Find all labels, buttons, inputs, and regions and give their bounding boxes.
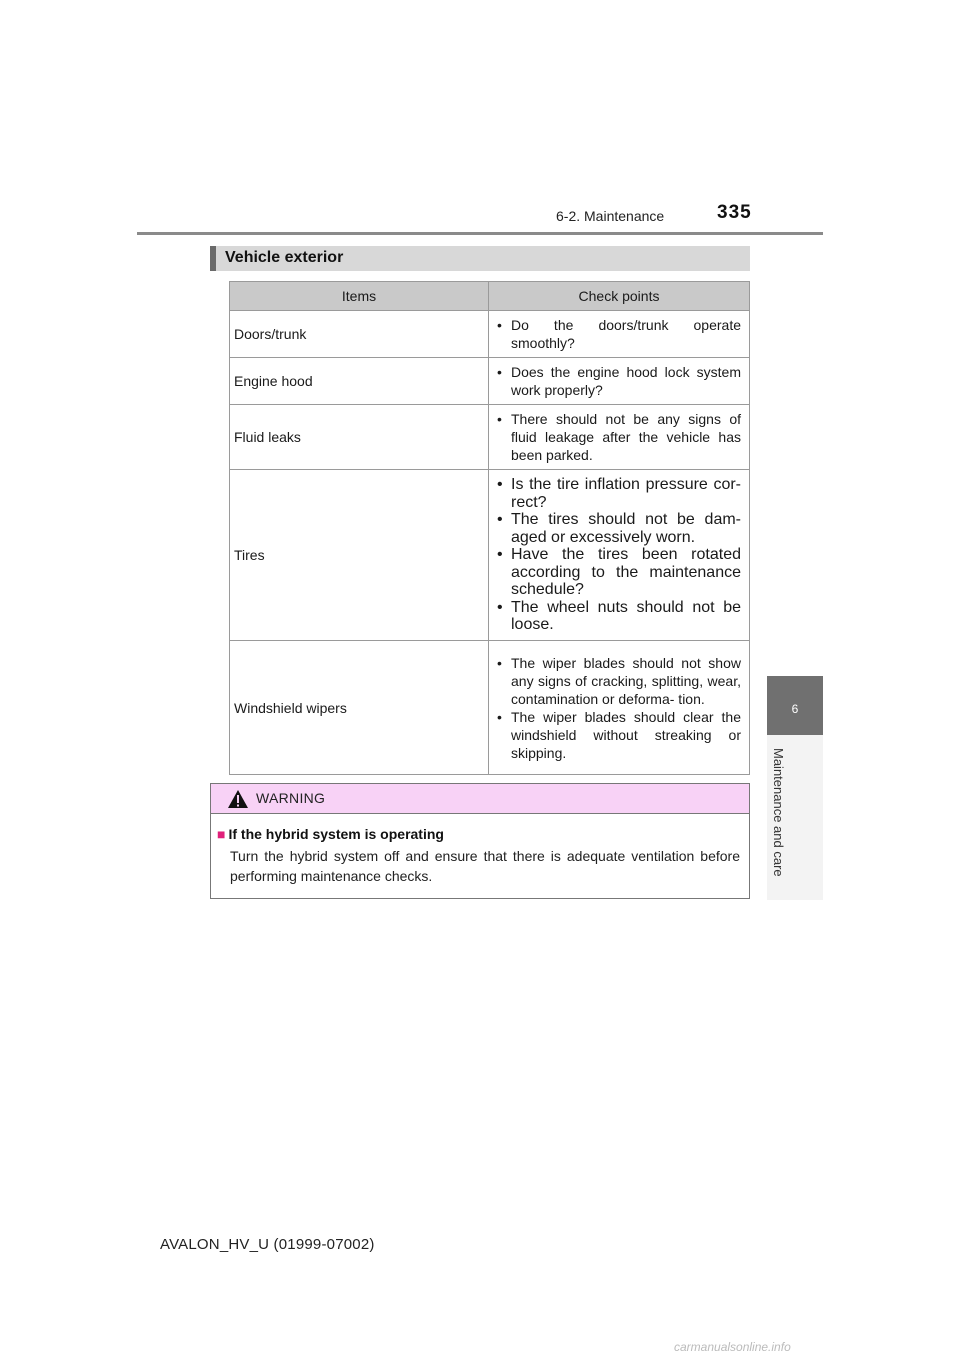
warning-header xyxy=(211,784,749,814)
check-cell xyxy=(489,311,750,358)
check-point: • Is the tire inflation pressure cor- rect? xyxy=(495,476,741,511)
check-point: • The wiper blades should clear the windshield without streaking or skipping. xyxy=(495,708,741,762)
item-cell: Tires xyxy=(230,470,489,641)
header-section-title: 6-2. Maintenance xyxy=(556,208,665,224)
table-row xyxy=(230,405,750,470)
item-cell: Fluid leaks xyxy=(230,405,489,470)
item-cell: Doors/trunk xyxy=(230,311,489,358)
watermark: carmanualsonline.info xyxy=(674,1340,791,1354)
check-point: • There should not be any signs of fluid leakage after the vehicle has been parked. xyxy=(495,410,741,464)
section-heading xyxy=(210,246,750,271)
check-cell xyxy=(489,358,750,405)
check-point: • Have the tires been rotated according to the maintenance schedule? xyxy=(495,546,741,599)
section-title: Vehicle exterior xyxy=(225,249,344,266)
footer-code: AVALON_HV_U (01999-07002) xyxy=(160,1236,375,1253)
check-point: • The wheel nuts should not be loose. xyxy=(495,599,741,634)
square-bullet-icon: ■ xyxy=(217,826,226,842)
warning-label: WARNING xyxy=(256,790,326,806)
chapter-number: 6 xyxy=(791,702,799,716)
page-number: 335 xyxy=(717,202,752,223)
warning-box xyxy=(210,783,750,899)
warning-body: Turn the hybrid system off and ensure that there is adequate ventilation before performing maintenance checks. xyxy=(230,848,740,884)
item-cell: Engine hood xyxy=(230,358,489,405)
warning-subheading-text: If the hybrid system is operating xyxy=(228,826,444,842)
check-point: • Does the engine hood lock system work properly? xyxy=(495,363,741,399)
table-header-row xyxy=(230,282,750,311)
column-header-check-points: Check points xyxy=(489,282,750,311)
chapter-title: Maintenance and care xyxy=(771,748,786,877)
header-divider xyxy=(137,232,823,235)
table-row xyxy=(230,470,750,641)
warning-subheading xyxy=(217,826,444,842)
check-point: • Do the doors/trunk operate smoothly? xyxy=(495,316,741,352)
check-point: • The tires should not be dam- aged or excessively worn. xyxy=(495,511,741,546)
check-table xyxy=(229,281,750,775)
check-point: • The wiper blades should not show any signs of cracking, splitting, wear, contamination or deforma- tion. xyxy=(495,654,741,708)
item-cell: Windshield wipers xyxy=(230,641,489,775)
table-row xyxy=(230,358,750,405)
table-row xyxy=(230,311,750,358)
table-row xyxy=(230,641,750,775)
chapter-tab xyxy=(767,676,823,735)
check-cell xyxy=(489,405,750,470)
warning-triangle-icon xyxy=(227,789,249,809)
check-cell xyxy=(489,641,750,775)
check-cell xyxy=(489,470,750,641)
column-header-items: Items xyxy=(230,282,489,311)
